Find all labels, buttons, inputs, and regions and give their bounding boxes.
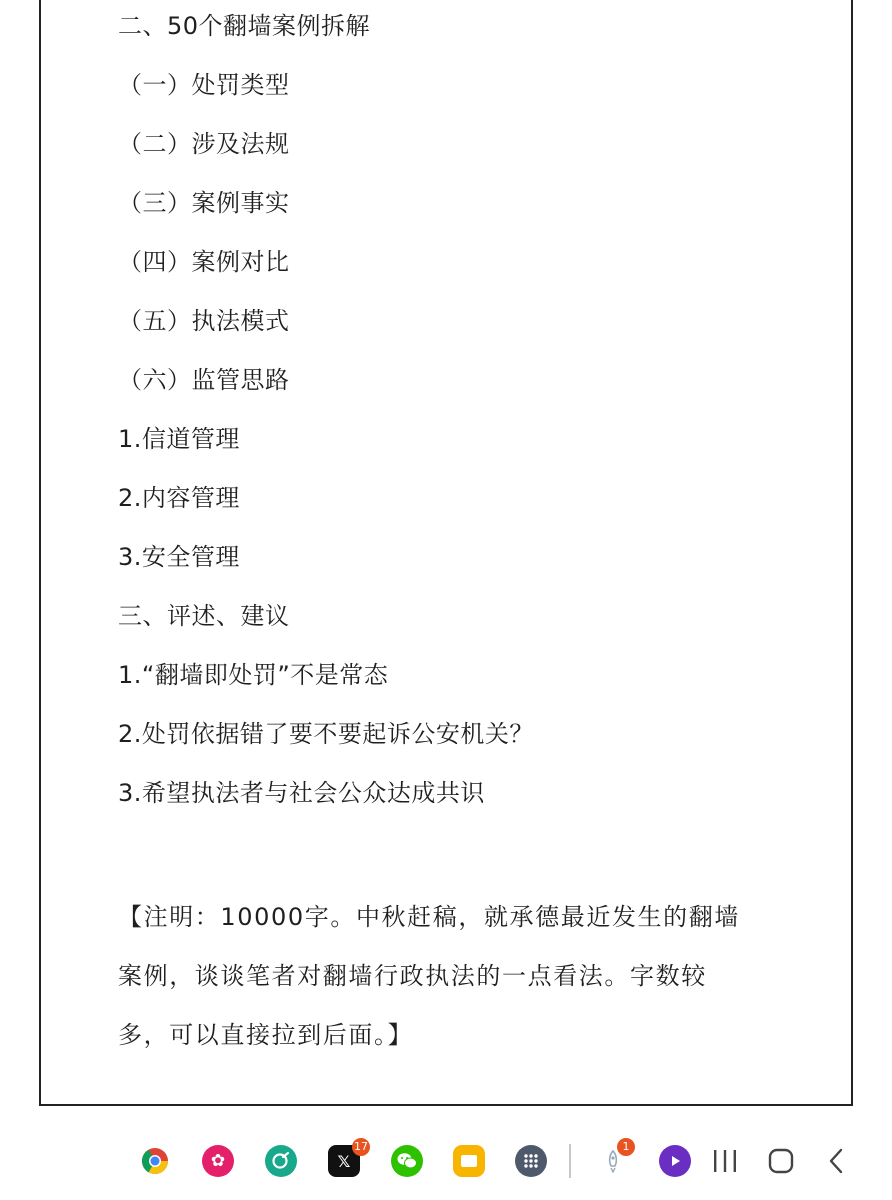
outline-item: （四）案例对比 — [118, 248, 290, 276]
author-note — [118, 888, 788, 1065]
chat-ai-app-icon[interactable] — [265, 1145, 297, 1177]
outline-heading-3: 三、评述、建议 — [118, 602, 290, 630]
outline-item: （三）案例事实 — [118, 189, 290, 217]
outline-subitem: 1.“翻墙即处罚”不是常态 — [118, 661, 389, 689]
outline-item: （二）涉及法规 — [118, 130, 290, 158]
outline-subitem: 3.希望执法者与社会公众达成共识 — [118, 779, 485, 807]
taskbar — [0, 1130, 892, 1190]
outline-subitem: 1.信道管理 — [118, 425, 240, 453]
home-button[interactable] — [763, 1144, 799, 1178]
flower-app-icon[interactable]: ✿ — [202, 1145, 234, 1177]
x-app-icon[interactable] — [328, 1140, 368, 1177]
note-line: 案例，谈谈笔者对翻墙行政执法的一点看法。字数较 — [118, 962, 707, 990]
outline-subitem: 2.内容管理 — [118, 484, 240, 512]
outline-item: （六）监管思路 — [118, 366, 290, 394]
chrome-icon[interactable] — [139, 1145, 171, 1177]
outline-item: （五）执法模式 — [118, 307, 290, 335]
taskbar-divider — [569, 1144, 571, 1178]
app-drawer-icon[interactable] — [515, 1145, 547, 1177]
video-player-icon[interactable] — [659, 1145, 691, 1177]
note-line: 【注明：10000字。中秋赶稿，就承德最近发生的翻墙 — [118, 903, 740, 931]
rocket-app-icon[interactable] — [597, 1140, 630, 1177]
wechat-icon[interactable] — [391, 1145, 423, 1177]
files-app-icon[interactable] — [453, 1145, 485, 1177]
outline-item: （一）处罚类型 — [118, 71, 290, 99]
x-logo-glyph: 𝕏 — [337, 1151, 351, 1171]
notification-badge: 1 — [617, 1138, 635, 1156]
back-button[interactable] — [818, 1144, 854, 1178]
outline-heading-2: 二、50个翻墙案例拆解 — [118, 12, 371, 40]
outline-subitem: 2.处罚依据错了要不要起诉公安机关？ — [118, 720, 534, 748]
outline-subitem: 3.安全管理 — [118, 543, 240, 571]
recent-apps-button[interactable] — [707, 1144, 743, 1178]
note-line: 多，可以直接拉到后面。】 — [118, 1021, 414, 1049]
notification-badge: 17 — [352, 1138, 370, 1156]
